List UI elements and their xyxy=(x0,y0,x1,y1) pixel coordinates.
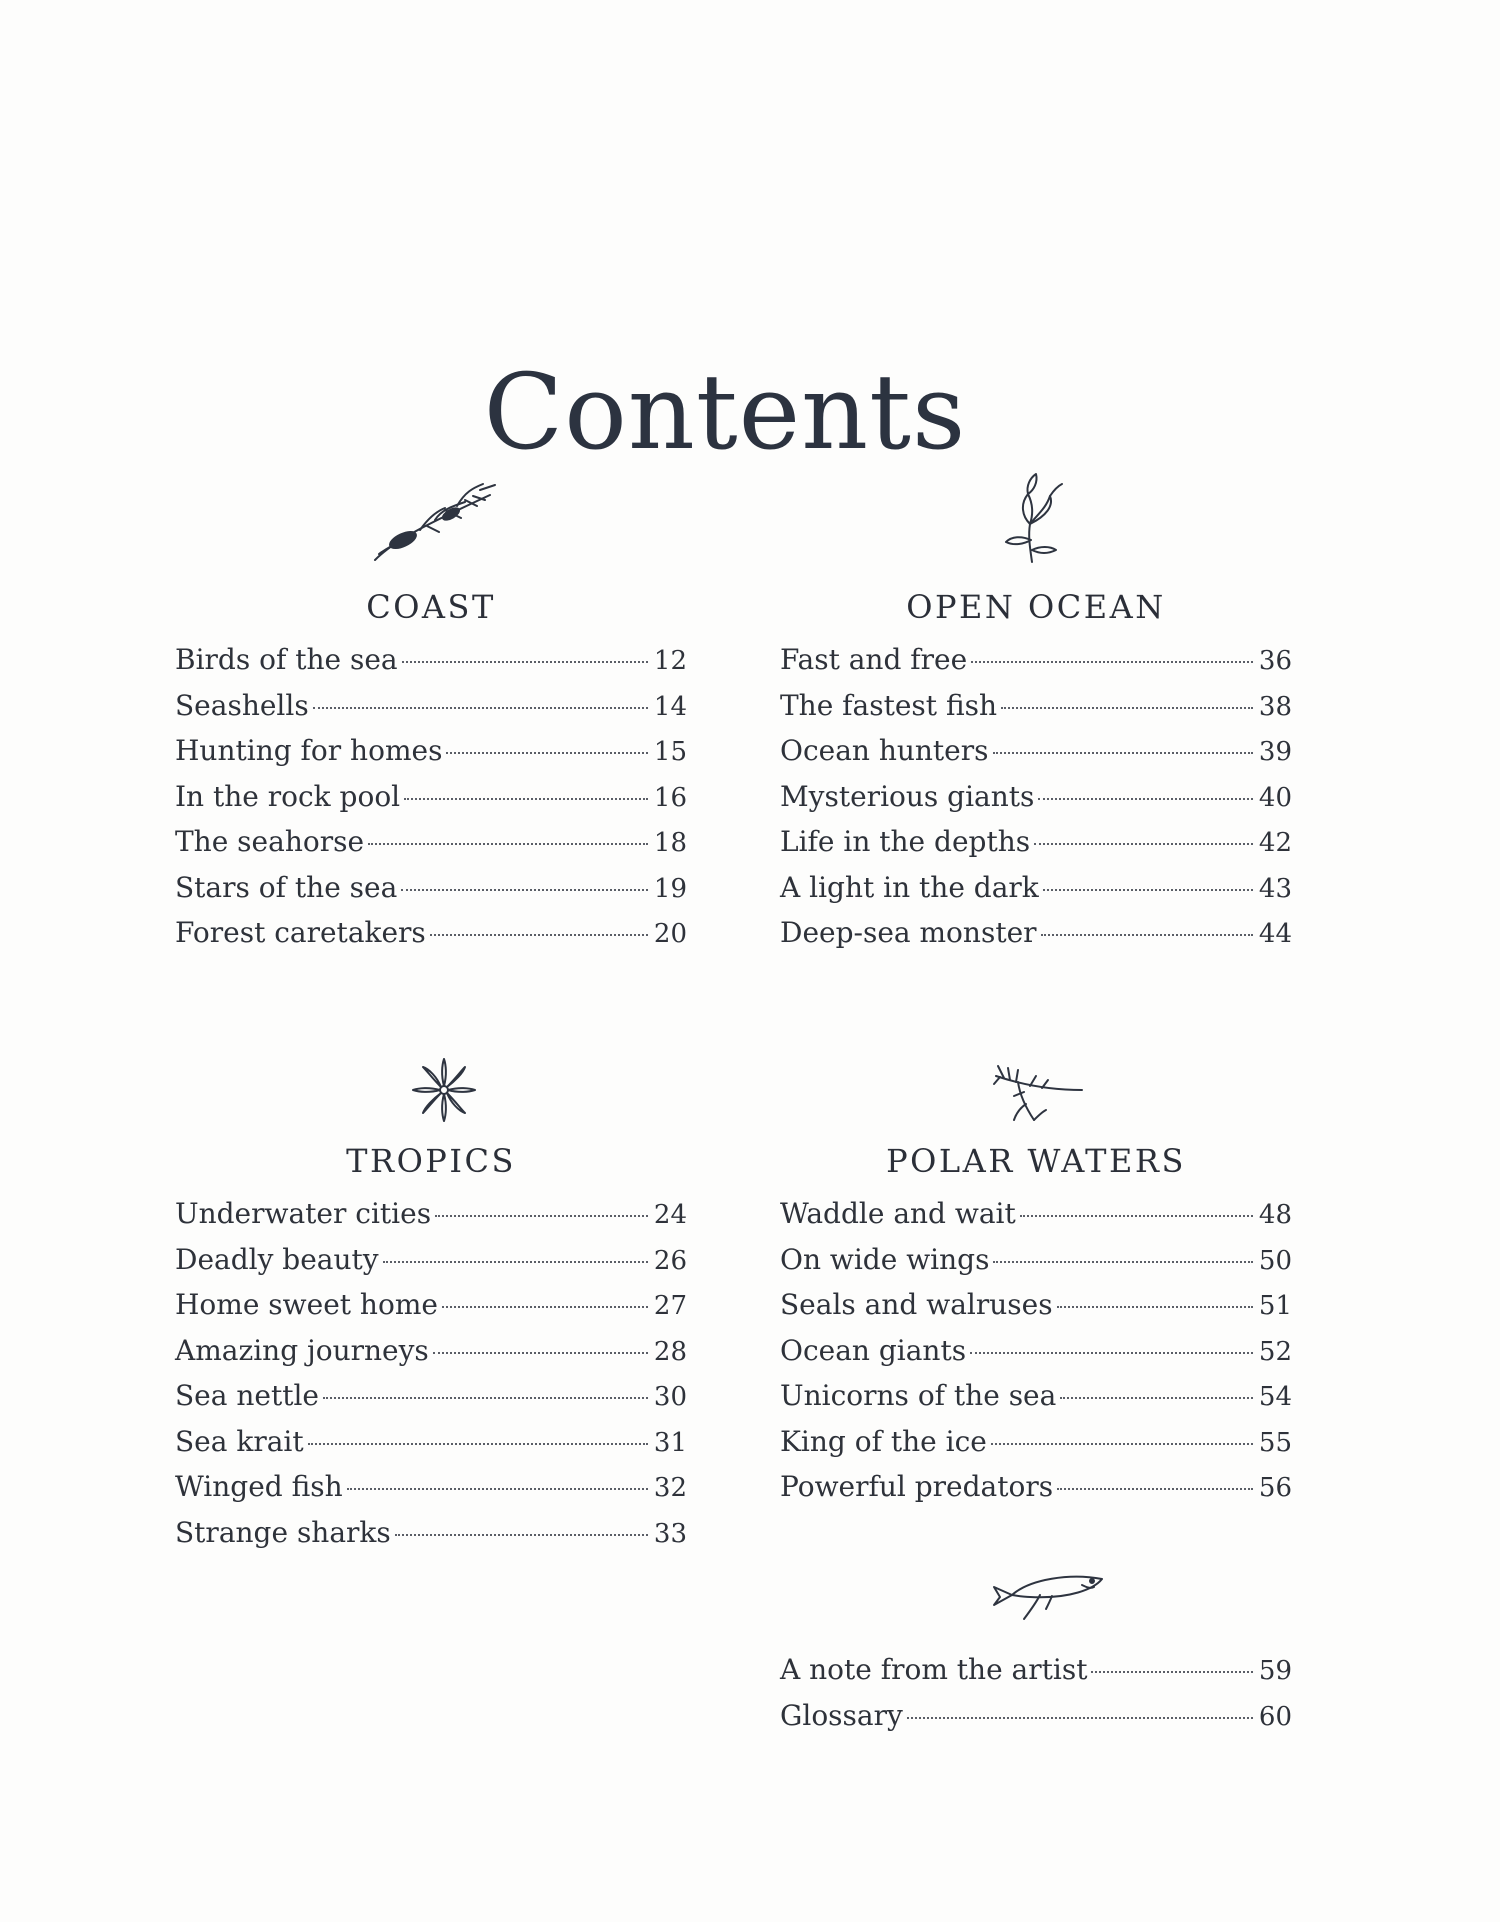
toc-entry[interactable] xyxy=(780,643,1292,689)
toc-entry[interactable] xyxy=(175,1197,687,1243)
coast-entry-list xyxy=(175,643,687,962)
entry-title: Waddle and wait xyxy=(780,1197,1016,1230)
toc-entry[interactable] xyxy=(175,1516,687,1562)
toc-entry[interactable] xyxy=(780,1379,1292,1425)
entry-page-number: 15 xyxy=(653,737,687,767)
entry-page-number: 12 xyxy=(653,646,687,676)
entry-page-number: 50 xyxy=(1258,1245,1292,1276)
toc-entry[interactable] xyxy=(780,780,1292,826)
dot-leader xyxy=(402,661,648,663)
dot-leader xyxy=(1038,798,1253,800)
seaweed-sprout-icon xyxy=(998,470,1068,570)
dot-leader xyxy=(1060,1397,1253,1399)
dot-leader xyxy=(404,798,648,800)
entry-page-number: 42 xyxy=(1258,828,1292,858)
toc-entry[interactable] xyxy=(175,1470,687,1516)
entry-title: Ocean hunters xyxy=(780,734,989,767)
dot-leader xyxy=(323,1397,648,1399)
section-heading-open-ocean: OPEN OCEAN xyxy=(906,588,1166,626)
entry-page-number: 14 xyxy=(653,691,687,722)
sea-anemone-icon xyxy=(409,1055,479,1125)
toc-entry[interactable] xyxy=(780,916,1292,962)
entry-title: Life in the depths xyxy=(780,825,1031,858)
entry-title: The fastest fish xyxy=(780,688,998,722)
entry-page-number: 19 xyxy=(653,873,687,904)
entry-title: Mysterious giants xyxy=(780,779,1035,813)
entry-title: Underwater cities xyxy=(175,1197,432,1230)
dot-leader xyxy=(1041,934,1253,936)
entry-title: Birds of the sea xyxy=(175,643,398,676)
toc-entry[interactable] xyxy=(780,1470,1292,1516)
entry-page-number: 59 xyxy=(1258,1656,1292,1686)
entry-title: Deep-sea monster xyxy=(780,916,1037,949)
entry-title: The seahorse xyxy=(175,825,365,858)
polar-waters-entry-list xyxy=(780,1197,1292,1516)
entry-title: Sea krait xyxy=(175,1424,304,1458)
entry-page-number: 16 xyxy=(653,782,687,813)
entry-page-number: 38 xyxy=(1258,691,1292,722)
entry-page-number: 43 xyxy=(1258,873,1292,904)
toc-entry[interactable] xyxy=(175,1243,687,1289)
entry-title: Fast and free xyxy=(780,643,968,676)
toc-entry[interactable] xyxy=(780,1288,1292,1334)
entry-title: Home sweet home xyxy=(175,1288,438,1321)
entry-title: Deadly beauty xyxy=(175,1242,379,1276)
entry-title: Forest caretakers xyxy=(175,916,426,949)
entry-title: Amazing journeys xyxy=(175,1333,429,1367)
entry-page-number: 44 xyxy=(1258,919,1292,949)
toc-entry[interactable] xyxy=(175,1379,687,1425)
toc-entry[interactable] xyxy=(780,1243,1292,1289)
dot-leader xyxy=(1020,1215,1253,1217)
dot-leader xyxy=(993,752,1253,754)
toc-entry[interactable] xyxy=(175,1334,687,1380)
entry-title: Sea nettle xyxy=(175,1379,319,1412)
open-ocean-entry-list xyxy=(780,643,1292,962)
entry-page-number: 60 xyxy=(1258,1701,1292,1732)
toc-entry[interactable] xyxy=(175,916,687,962)
entry-page-number: 39 xyxy=(1258,737,1292,767)
entry-title: On wide wings xyxy=(780,1242,990,1276)
toc-entry[interactable] xyxy=(175,780,687,826)
entry-title: In the rock pool xyxy=(175,779,401,813)
entry-page-number: 26 xyxy=(653,1245,687,1276)
dot-leader xyxy=(401,889,648,891)
dot-leader xyxy=(313,707,648,709)
dot-leader xyxy=(435,1215,648,1217)
entry-title: Stars of the sea xyxy=(175,870,398,904)
dot-leader xyxy=(1043,889,1253,891)
seaweed-branch-icon xyxy=(365,470,505,570)
entry-page-number: 24 xyxy=(653,1200,687,1230)
entry-page-number: 40 xyxy=(1258,782,1292,813)
entry-page-number: 54 xyxy=(1258,1382,1292,1412)
dot-leader xyxy=(991,1443,1253,1445)
toc-entry[interactable] xyxy=(175,1425,687,1471)
entry-title: Seashells xyxy=(175,688,309,722)
dot-leader xyxy=(1034,843,1253,845)
dot-leader xyxy=(907,1717,1253,1719)
entry-page-number: 28 xyxy=(653,1336,687,1367)
dot-leader xyxy=(970,1352,1253,1354)
entry-title: Powerful predators xyxy=(780,1470,1054,1503)
entry-title: A note from the artist xyxy=(780,1653,1088,1686)
section-heading-polar-waters: POLAR WATERS xyxy=(886,1142,1186,1180)
toc-entry[interactable] xyxy=(780,1334,1292,1380)
tropics-entry-list xyxy=(175,1197,687,1561)
entry-page-number: 55 xyxy=(1258,1427,1292,1458)
dot-leader xyxy=(433,1352,648,1354)
dot-leader xyxy=(446,752,647,754)
coral-branch-icon xyxy=(990,1062,1090,1132)
dot-leader xyxy=(993,1261,1252,1263)
entry-page-number: 31 xyxy=(653,1427,687,1458)
toc-entry[interactable] xyxy=(175,825,687,871)
dot-leader xyxy=(368,843,648,845)
entry-page-number: 20 xyxy=(653,919,687,949)
toc-entry[interactable] xyxy=(780,871,1292,917)
entry-page-number: 33 xyxy=(653,1518,687,1549)
dot-leader xyxy=(1001,707,1253,709)
dot-leader xyxy=(971,661,1253,663)
toc-entry[interactable] xyxy=(175,643,687,689)
entry-page-number: 30 xyxy=(653,1382,687,1412)
section-heading-tropics: TROPICS xyxy=(346,1142,516,1180)
dot-leader xyxy=(1057,1488,1253,1490)
dot-leader xyxy=(308,1443,648,1445)
toc-entry[interactable] xyxy=(780,689,1292,735)
entry-page-number: 52 xyxy=(1258,1336,1292,1367)
dot-leader xyxy=(442,1306,648,1308)
entry-title: Winged fish xyxy=(175,1470,343,1503)
entry-page-number: 48 xyxy=(1258,1200,1292,1230)
entry-title: Strange sharks xyxy=(175,1515,391,1549)
dot-leader xyxy=(1091,1671,1252,1673)
entry-title: A light in the dark xyxy=(780,870,1039,904)
entry-page-number: 32 xyxy=(653,1473,687,1503)
toc-entry[interactable] xyxy=(780,1653,1292,1699)
entry-title: Seals and walruses xyxy=(780,1288,1053,1321)
back-matter-entry-list xyxy=(780,1653,1292,1744)
toc-entry[interactable] xyxy=(175,689,687,735)
fish-icon xyxy=(990,1565,1110,1625)
entry-title: Hunting for homes xyxy=(175,734,443,767)
toc-entry[interactable] xyxy=(780,825,1292,871)
entry-title: Unicorns of the sea xyxy=(780,1379,1057,1412)
toc-entry[interactable] xyxy=(780,734,1292,780)
entry-page-number: 51 xyxy=(1258,1291,1292,1321)
entry-page-number: 36 xyxy=(1258,646,1292,676)
page-title: Contents xyxy=(483,350,967,473)
dot-leader xyxy=(430,934,648,936)
toc-entry[interactable] xyxy=(175,1288,687,1334)
dot-leader xyxy=(395,1534,648,1536)
toc-entry[interactable] xyxy=(780,1197,1292,1243)
entry-page-number: 18 xyxy=(653,828,687,858)
entry-page-number: 27 xyxy=(653,1291,687,1321)
toc-entry[interactable] xyxy=(175,734,687,780)
entry-page-number: 56 xyxy=(1258,1473,1292,1503)
dot-leader xyxy=(347,1488,648,1490)
dot-leader xyxy=(383,1261,648,1263)
toc-entry[interactable] xyxy=(175,871,687,917)
dot-leader xyxy=(1057,1306,1253,1308)
entry-title: Glossary xyxy=(780,1698,903,1732)
section-heading-coast: COAST xyxy=(366,588,496,626)
entry-title: Ocean giants xyxy=(780,1333,967,1367)
entry-title: King of the ice xyxy=(780,1424,987,1458)
toc-entry[interactable] xyxy=(780,1699,1292,1745)
toc-entry[interactable] xyxy=(780,1425,1292,1471)
